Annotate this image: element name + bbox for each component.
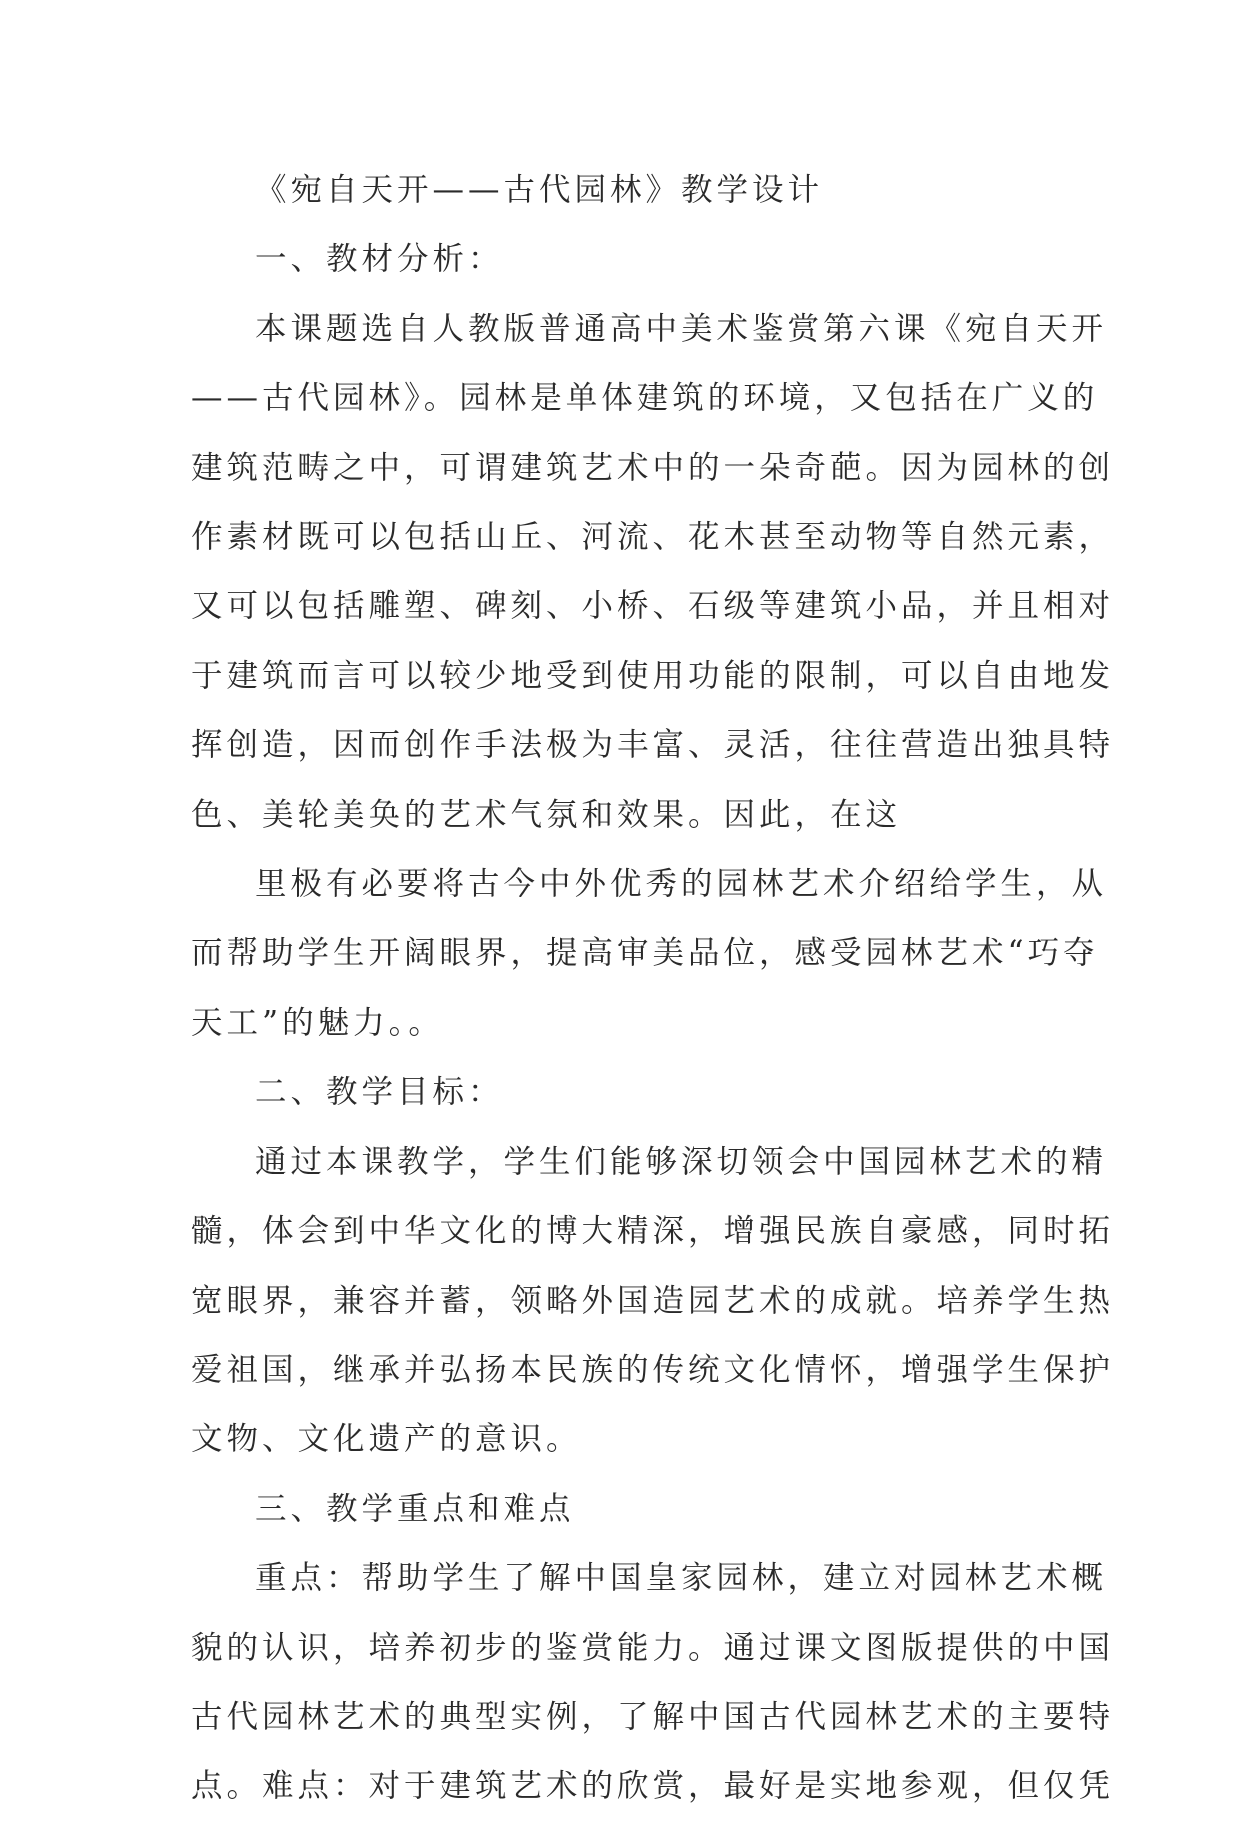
text-line: 古代园林艺术的典型实例，了解中国古代园林艺术的主要特 xyxy=(191,1698,1115,1735)
text-line: 天工”的魅力。。 xyxy=(191,1004,444,1041)
text-line: 建筑范畴之中，可谓建筑艺术中的一朵奇葩。因为园林的创 xyxy=(191,449,1115,486)
section-heading: 三、教学重点和难点 xyxy=(255,1490,575,1527)
text-line: ——古代园林》。园林是单体建筑的环境，又包括在广义的 xyxy=(191,380,1099,417)
paragraph xyxy=(191,850,1108,1058)
text-line: 髓，体会到中华文化的博大精深，增强民族自豪感，同时拓 xyxy=(191,1213,1115,1250)
text-line: 文物、文化遗产的意识。 xyxy=(191,1421,582,1458)
document-body xyxy=(191,156,1115,1822)
text-line: 宽眼界，兼容并蓄，领略外国造园艺术的成就。培养学生热 xyxy=(191,1282,1115,1319)
text-line: 重点：帮助学生了解中国皇家园林，建立对园林艺术概 xyxy=(255,1560,1108,1597)
paragraph xyxy=(191,1544,1115,1822)
text-line: 本课题选自人教版普通高中美术鉴赏第六课《宛自天开 xyxy=(255,310,1108,347)
text-line: 点。难点：对于建筑艺术的欣赏，最好是实地参观，但仅凭 xyxy=(191,1768,1115,1805)
section-heading: 一、教材分析： xyxy=(255,241,504,278)
text-line: 又可以包括雕塑、碑刻、小桥、石级等建筑小品，并且相对 xyxy=(191,588,1115,625)
section-heading: 二、教学目标： xyxy=(255,1074,504,1111)
document-title: 《宛自天开——古代园林》教学设计 xyxy=(255,172,824,208)
text-line: 而帮助学生开阔眼界，提高审美品位，感受园林艺术“巧夺 xyxy=(191,935,1099,972)
text-line: 里极有必要将古今中外优秀的园林艺术介绍给学生，从 xyxy=(255,866,1108,903)
text-line: 爱祖国，继承并弘扬本民族的传统文化情怀，增强学生保护 xyxy=(191,1351,1115,1388)
text-line: 通过本课教学，学生们能够深切领会中国园林艺术的精 xyxy=(255,1143,1108,1180)
paragraph xyxy=(191,295,1115,850)
text-line: 作素材既可以包括山丘、河流、花木甚至动物等自然元素， xyxy=(191,519,1115,556)
text-line: 色、美轮美奂的艺术气氛和效果。因此，在这 xyxy=(191,796,902,833)
paragraph xyxy=(191,1128,1115,1475)
text-line: 挥创造，因而创作手法极为丰富、灵活，往往营造出独具特 xyxy=(191,727,1115,764)
text-line: 于建筑而言可以较少地受到使用功能的限制，可以自由地发 xyxy=(191,657,1115,694)
text-line: 貌的认识，培养初步的鉴赏能力。通过课文图版提供的中国 xyxy=(191,1629,1115,1666)
